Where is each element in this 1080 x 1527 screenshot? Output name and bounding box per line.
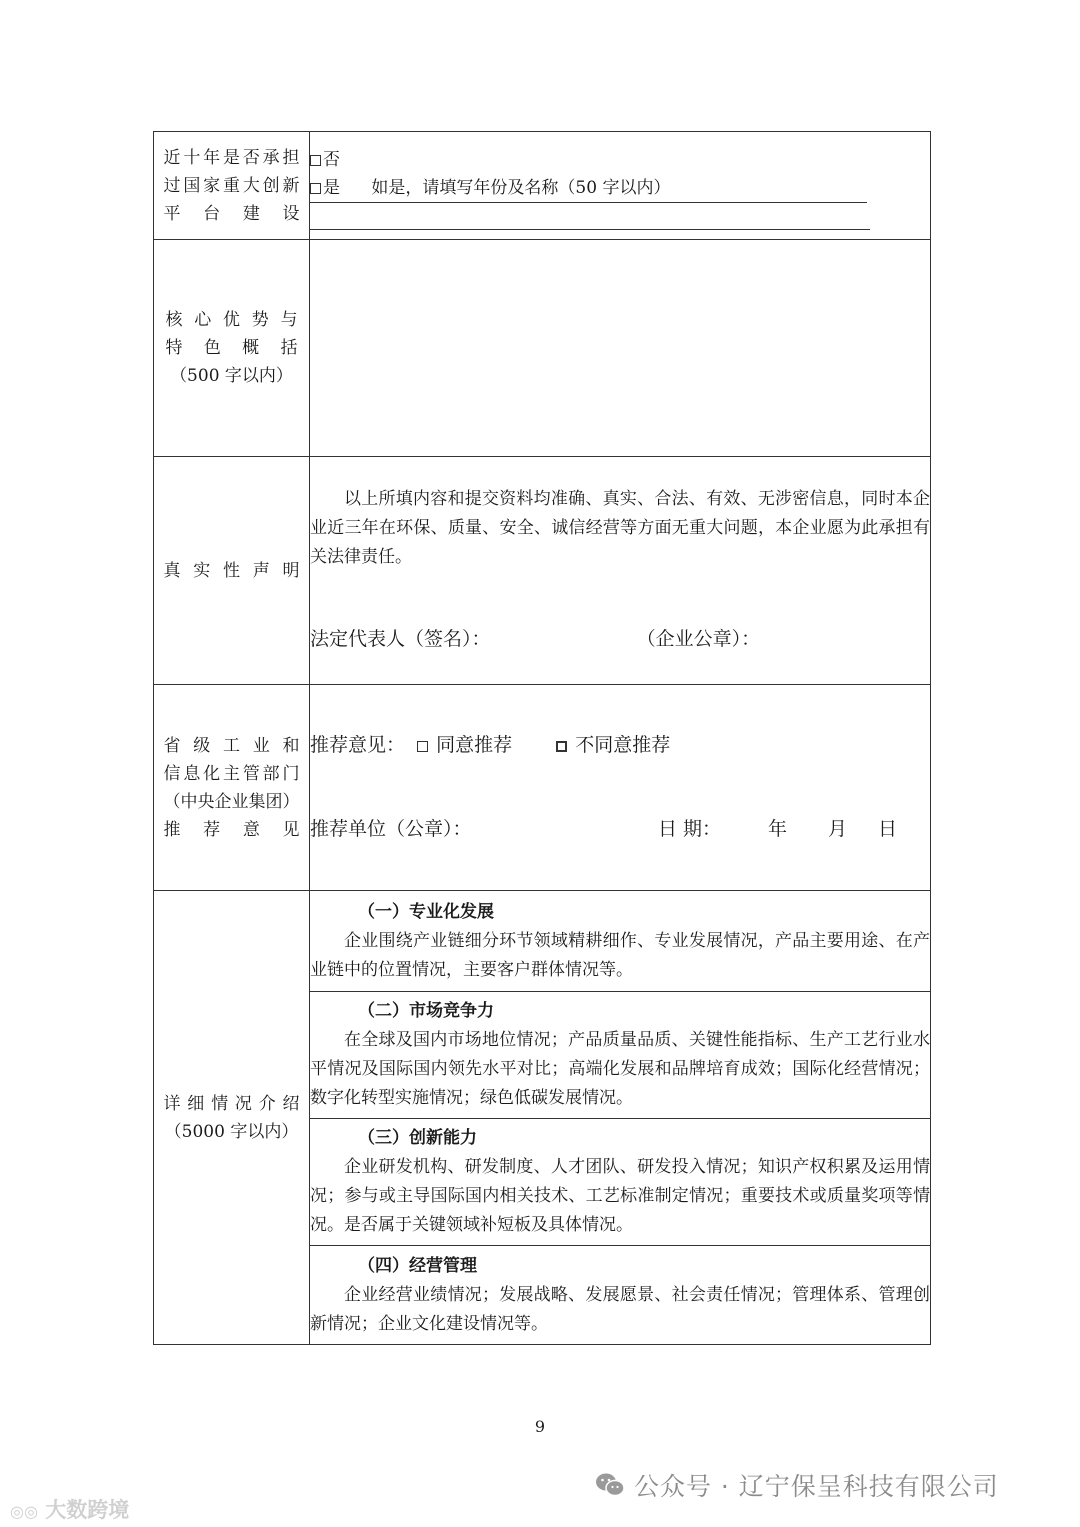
advantages-label-line-3: （500 字以内） xyxy=(170,366,293,386)
platform-fill-line[interactable] xyxy=(310,203,870,230)
opinion-line xyxy=(310,730,930,760)
section-1-body: 企业围绕产业链细分环节领域精耕细作、专业发展情况，产品主要用途、在产业链中的位置情况，主要客户群体情况等。 xyxy=(310,930,930,980)
option-no-label: 否 xyxy=(323,150,340,170)
section-4-title: （四）经营管理 xyxy=(358,1255,477,1276)
section-2-title: （二）市场竞争力 xyxy=(358,1001,494,1021)
details-section-1 xyxy=(310,891,931,992)
day-label: 日 xyxy=(878,818,898,840)
page-number: 9 xyxy=(534,1417,546,1436)
advantages-label-line-1: 核心优势与 xyxy=(165,310,298,330)
legal-rep-label: 法定代表人（签名）： xyxy=(310,628,491,650)
wechat-icon xyxy=(595,1472,625,1504)
no-checkbox[interactable] xyxy=(310,155,321,166)
agree-checkbox[interactable] xyxy=(417,741,428,752)
declaration-content xyxy=(310,457,931,685)
unit-date-line xyxy=(310,814,930,844)
watermark-text: 公众号 · 辽宁保呈科技有限公司 xyxy=(633,1472,999,1501)
section-2-body: 在全球及国内市场地位情况；产品质量品质、关键性能指标、生产工艺行业水平情况及国际国内领先水平对比；高端化发展和品牌培育成效；国际化经营情况；数字化转型实施情况；绿色低碳发展情况。 xyxy=(310,1030,930,1108)
year-label: 年 xyxy=(768,818,788,840)
declaration-text: 以上所填内容和提交资料均准确、真实、合法、有效、无涉密信息，同时本企业近三年在环保、质量、安全、诚信经营等方面无重大问题，本企业愿为此承担有关法律责任。 xyxy=(310,489,930,567)
advantages-row xyxy=(154,240,931,457)
wechat-watermark xyxy=(595,1467,999,1504)
platform-label xyxy=(154,132,310,240)
recommendation-label-line-2: 信息化主管部门 xyxy=(163,763,300,784)
corner-watermark xyxy=(10,1494,129,1524)
application-form-table xyxy=(153,131,931,1345)
disagree-label: 不同意推荐 xyxy=(575,734,671,756)
recommendation-label xyxy=(154,685,310,891)
declaration-row xyxy=(154,457,931,685)
corner-watermark-text: 大数跨境 xyxy=(45,1498,130,1522)
company-seal-label: （企业公章）： xyxy=(636,628,761,650)
option-yes-line xyxy=(310,174,867,203)
platform-label-line-3: 平台建设 xyxy=(163,203,300,224)
month-label: 月 xyxy=(828,818,848,840)
details-label xyxy=(154,891,310,1345)
declaration-label-cell xyxy=(154,457,310,685)
recommendation-row xyxy=(154,685,931,891)
details-label-line-2: （5000 字以内） xyxy=(164,1121,299,1142)
disagree-checkbox[interactable] xyxy=(556,741,567,752)
platform-row xyxy=(154,132,931,240)
section-4-body: 企业经营业绩情况；发展战略、发展愿景、社会责任情况；管理体系、管理创新情况；企业文化建设情况等。 xyxy=(310,1284,930,1334)
advantages-label xyxy=(154,240,310,457)
advantages-content[interactable] xyxy=(310,240,931,457)
platform-label-line-1: 近十年是否承担 xyxy=(163,147,300,168)
details-section-4 xyxy=(310,1246,931,1345)
recommendation-label-line-4: 推荐意见 xyxy=(163,819,300,840)
corner-logo-icon: ◎◎ xyxy=(10,1502,38,1521)
option-yes-label: 是 xyxy=(323,178,340,198)
yes-hint: 如是，请填写年份及名称（50 字以内） xyxy=(371,178,671,198)
opinion-label: 推荐意见： xyxy=(310,734,406,756)
recommendation-label-line-1: 省级工业和 xyxy=(163,735,300,756)
advantages-label-line-2: 特色概括 xyxy=(165,338,298,358)
recommendation-content xyxy=(310,685,931,891)
details-label-line-1: 详细情况介绍 xyxy=(163,1093,300,1114)
section-3-body: 企业研发机构、研发制度、人才团队、研发投入情况；知识产权积累及运用情况；参与或主导国际国内相关技术、工艺标准制定情况；重要技术或质量奖项等情况。是否属于关键领域补短板及具体情况。 xyxy=(310,1157,930,1235)
recommendation-label-line-3: （中央企业集团） xyxy=(163,791,300,812)
section-3-title: （三）创新能力 xyxy=(358,1128,477,1148)
details-section-3 xyxy=(310,1119,931,1246)
declaration-signature-line xyxy=(310,624,930,654)
platform-label-line-2: 过国家重大创新 xyxy=(163,175,300,196)
option-no-line xyxy=(310,146,930,174)
section-1-title: （一）专业化发展 xyxy=(358,901,494,922)
date-label: 日 期： xyxy=(658,818,722,840)
platform-content xyxy=(310,132,931,240)
yes-checkbox[interactable] xyxy=(310,183,321,194)
unit-label: 推荐单位（公章）： xyxy=(310,818,472,840)
agree-label: 同意推荐 xyxy=(436,734,513,756)
details-section-2 xyxy=(310,992,931,1119)
details-row-1 xyxy=(154,891,931,992)
declaration-label: 真实性声明 xyxy=(163,560,300,581)
